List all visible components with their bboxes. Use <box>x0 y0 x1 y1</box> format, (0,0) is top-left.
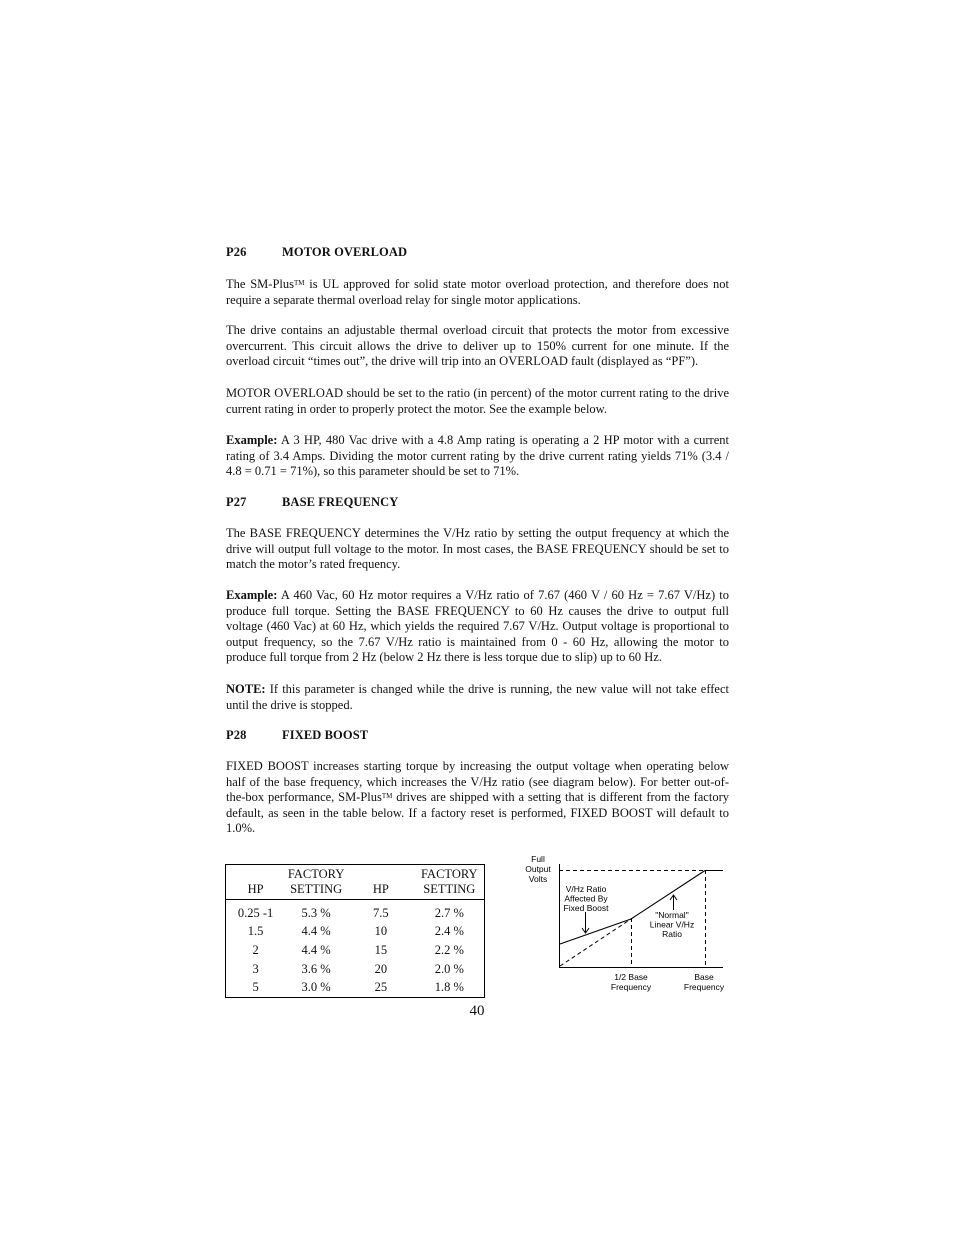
normal-linear-line <box>560 919 631 966</box>
fixed-boost-table <box>225 864 485 998</box>
paragraph: The drive contains an adjustable thermal overload circuit that protects the motor from excessive overcurrent. This circuit allows the drive to deliver up to 150% current for one minute. If the overload circuit “times out”, the drive will trip into an OVERLOAD fault (displayed as “PF”). <box>226 323 729 369</box>
note-label: NOTE: <box>226 682 266 696</box>
header-text: HP <box>372 882 389 896</box>
paragraph-text: The SM-Plus <box>226 277 294 291</box>
table-cell: 25 <box>374 980 388 995</box>
table-cell: 1.5 <box>247 924 264 939</box>
table-cell: 2.7 % <box>434 905 464 920</box>
example-label: Example: <box>226 433 278 447</box>
paragraph: MOTOR OVERLOAD should be set to the ratio (in percent) of the motor current rating to the drive current rating in order to properly protect the motor. See the example below. <box>226 386 729 416</box>
header-hp <box>226 865 286 900</box>
header-text: FACTORY <box>287 867 345 881</box>
table-cell: 5.3 % <box>301 905 331 920</box>
table-cell: 5 <box>252 980 259 995</box>
header-factory-setting <box>415 865 485 900</box>
note-paragraph <box>226 682 729 713</box>
table-cell: 2.4 % <box>434 924 464 939</box>
paragraph-text: FIXED BOOST increases starting torque by increasing the output voltage when operating below half of the base frequency, which increases the V/Hz ratio (see diagram below). For better out-of-the-box performance, SM-Plus <box>226 759 729 805</box>
y-axis-label: Full Output Volts <box>525 854 551 884</box>
section-heading-p26 <box>226 245 407 260</box>
table-cell: 2 <box>252 942 259 957</box>
section-title: MOTOR OVERLOAD <box>282 245 408 259</box>
example-text: A 3 HP, 480 Vac drive with a 4.8 Amp rating is operating a 2 HP motor with a current rating of 3.4 Amps. Dividing the motor current rating by the drive current rating yields 71% (3.4 / 4.8 = 0.71 = 71%), so this parameter should be set to 71%. <box>226 433 729 479</box>
table-cell: 2.2 % <box>434 942 464 957</box>
paragraph <box>226 277 729 308</box>
boost-line <box>560 919 631 944</box>
page-number: 40 <box>469 1003 485 1019</box>
table-row <box>226 978 485 997</box>
header-text: HP <box>247 882 264 896</box>
section-number: P27 <box>226 495 247 509</box>
header-text: SETTING <box>423 882 476 896</box>
header-text: SETTING <box>290 882 343 896</box>
header-hp <box>347 865 415 900</box>
table-cell: 10 <box>374 924 388 939</box>
paragraph-text: drives are shipped with a setting that is different from the factory default, as seen in the table below. If a factory reset is performed, FIXED BOOST will default to 1.0%. <box>226 790 729 836</box>
section-title: BASE FREQUENCY <box>282 495 399 509</box>
table-cell: 0.25 -1 <box>237 905 274 920</box>
trademark-mark: TM <box>381 792 393 801</box>
table-row <box>226 900 485 923</box>
section-heading-p27 <box>226 495 398 510</box>
note-text: If this parameter is changed while the drive is running, the new value will not take effect until the drive is stopped. <box>226 682 729 712</box>
header-text: FACTORY <box>421 867 478 881</box>
table-cell: 20 <box>374 961 388 976</box>
section-number: P28 <box>226 728 247 742</box>
section-title: FIXED BOOST <box>282 728 369 742</box>
table-cell: 1.8 % <box>434 980 464 995</box>
table-cell: 3.6 % <box>301 961 331 976</box>
table-cell: 3 <box>252 961 259 976</box>
section-number: P26 <box>226 245 247 259</box>
table-cell: 2.0 % <box>434 961 464 976</box>
table-row <box>226 941 485 960</box>
section-heading-p28 <box>226 728 368 743</box>
header-factory-setting <box>285 865 347 900</box>
table-cell: 7.5 <box>373 905 389 920</box>
base-frequency-label: Base Frequency <box>683 972 725 992</box>
table-header-row <box>226 865 485 900</box>
example-paragraph <box>226 588 729 666</box>
paragraph <box>226 759 729 837</box>
trademark-mark: TM <box>294 279 305 287</box>
half-base-label: 1/2 Base Frequency <box>610 972 652 992</box>
table-cell: 4.4 % <box>301 942 331 957</box>
table-cell: 15 <box>374 942 388 957</box>
table-cell: 3.0 % <box>301 980 331 995</box>
table-row <box>226 923 485 942</box>
paragraph: The BASE FREQUENCY determines the V/Hz ratio by setting the output frequency at which the drive will output full voltage to the motor. In most cases, the BASE FREQUENCY should be set to match the motor’s rated frequency. <box>226 526 729 572</box>
paragraph-text: is UL approved for solid state motor overload protection, and therefore does not require a separate thermal overload relay for single motor applications. <box>226 277 729 307</box>
boost-label: V/Hz Ratio Affected By Fixed Boost <box>563 884 609 913</box>
table-cell: 4.4 % <box>301 924 331 939</box>
table-row <box>226 960 485 979</box>
linear-label: "Normal" Linear V/Hz Ratio <box>649 910 695 939</box>
example-text: A 460 Vac, 60 Hz motor requires a V/Hz ratio of 7.67 (460 V / 60 Hz = 7.67 V/Hz) to produce full torque. Setting the BASE FREQUENCY to 60 Hz causes the drive to output full voltage (460 Vac) at 60 Hz, which yields the required 7.67 V/Hz. Output voltage is proportional to output frequency, so the 7.67 V/Hz ratio is maintained from 0 - 60 Hz, allowing the motor to produce full torque from 2 Hz (below 2 Hz there is less torque due to slip) up to 60 Hz. <box>226 588 729 665</box>
example-paragraph <box>226 433 729 480</box>
vhz-boost-diagram <box>515 850 735 1000</box>
example-label: Example: <box>226 588 278 602</box>
